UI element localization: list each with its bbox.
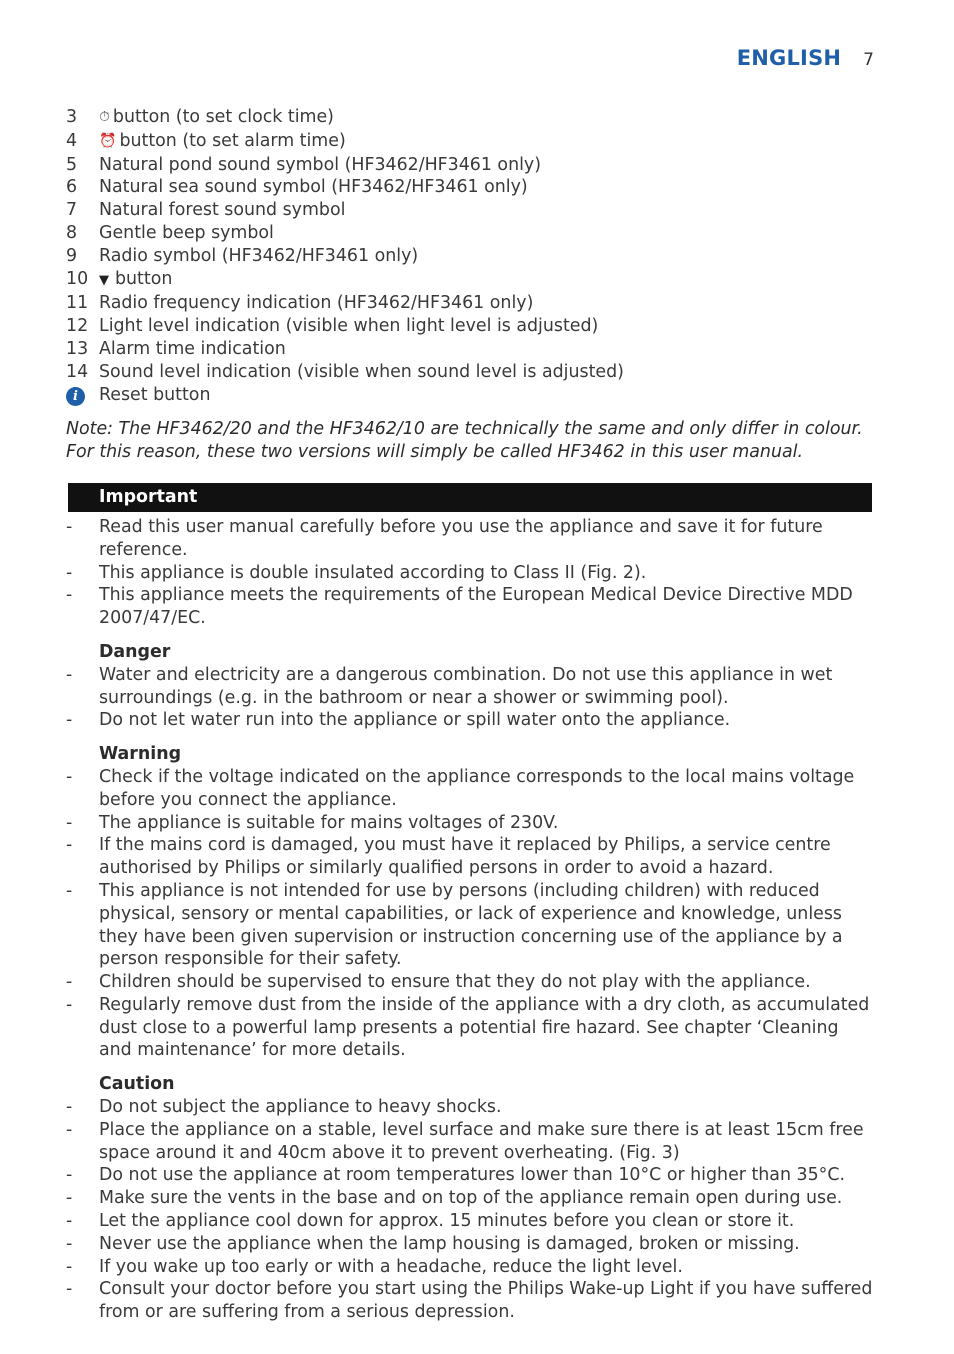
bullet-item — [66, 766, 876, 812]
component-item — [66, 315, 876, 338]
bullet-dash: - — [66, 1211, 73, 1232]
bullet-dash: - — [66, 1097, 73, 1118]
component-number: 13 — [66, 338, 89, 359]
component-text: Natural sea sound symbol (HF3462/HF3461 only) — [99, 177, 528, 198]
bullet-item — [66, 1210, 876, 1233]
bullet-text: If the mains cord is damaged, you must have it replaced by Philips, a service centre authorised by Philips or similarly qualified persons in order to avoid a hazard. — [99, 835, 831, 879]
warning-heading: Warning — [99, 744, 182, 765]
bullet-dash: - — [66, 562, 73, 583]
bullet-item — [66, 664, 876, 710]
component-item — [66, 292, 876, 315]
bullet-dash: - — [66, 1256, 73, 1277]
bullet-text: Do not use the appliance at room temperatures lower than 10°C or higher than 35°C. — [99, 1165, 845, 1186]
bullet-item — [66, 516, 876, 562]
bullet-item — [66, 1187, 876, 1210]
bullet-dash: - — [66, 1188, 73, 1209]
component-text: Natural forest sound symbol — [99, 200, 346, 221]
bullet-text: This appliance meets the requirements of the European Medical Device Directive MDD 2007/47/EC. — [99, 585, 853, 629]
bullet-text: Consult your doctor before you start using the Philips Wake-up Light if you have suffered from or are suffering from a serious depression. — [99, 1279, 873, 1323]
bullet-text: Do not subject the appliance to heavy shocks. — [99, 1097, 502, 1118]
component-text: ⏰ button (to set alarm time) — [99, 130, 346, 151]
bullet-item — [66, 1233, 876, 1256]
component-item — [66, 199, 876, 222]
bullet-text: Never use the appliance when the lamp housing is damaged, broken or missing. — [99, 1233, 800, 1254]
bullet-text: Let the appliance cool down for approx. 15 minutes before you clean or store it. — [99, 1211, 795, 1232]
bullet-dash: - — [66, 766, 73, 787]
component-item — [66, 384, 876, 407]
bullet-text: The appliance is suitable for mains voltages of 230V. — [99, 812, 559, 833]
bullet-item — [66, 1119, 876, 1165]
bullet-dash: - — [66, 664, 73, 685]
component-text: Radio symbol (HF3462/HF3461 only) — [99, 245, 419, 266]
page-number: 7 — [863, 50, 874, 70]
bullet-item — [66, 1256, 876, 1279]
component-number: 4 — [66, 130, 78, 151]
bullet-dash: - — [66, 994, 73, 1015]
alarm-icon: ⏰ — [99, 132, 117, 149]
bullet-text: Read this user manual carefully before you use the appliance and save it for future reference. — [99, 516, 823, 560]
bullet-item — [66, 1096, 876, 1119]
bullet-item — [66, 880, 876, 971]
bullet-item — [66, 709, 876, 732]
bullet-dash: - — [66, 516, 73, 537]
component-text: ▼ button — [99, 268, 173, 289]
component-item — [66, 222, 876, 245]
document-body — [66, 106, 876, 1324]
component-number: 10 — [66, 268, 89, 289]
bullet-text: Regularly remove dust from the inside of the appliance with a dry cloth, as accumulated dust close to a powerful lamp presents a potential fire hazard. See chapter ‘Cleaning and maintenance’ for more details. — [99, 994, 870, 1061]
bullet-text: Do not let water run into the appliance or spill water onto the appliance. — [99, 710, 731, 731]
bullet-dash: - — [66, 1119, 73, 1140]
component-text: ⏱ button (to set clock time) — [99, 107, 334, 127]
section-header-important: Important — [68, 483, 872, 512]
language-label: ENGLISH — [736, 46, 842, 70]
bullet-item — [66, 994, 876, 1062]
component-text: Light level indication (visible when light level is adjusted) — [99, 316, 599, 337]
down-triangle-icon: ▼ — [99, 272, 109, 288]
bullet-dash: - — [66, 1279, 73, 1300]
page-header — [737, 46, 874, 70]
bullet-dash: - — [66, 1165, 73, 1186]
info-badge-icon: i — [66, 387, 85, 406]
component-item — [66, 268, 876, 293]
component-item — [66, 361, 876, 384]
caution-list — [66, 1096, 876, 1324]
component-number: 3 — [66, 107, 78, 127]
component-number: 11 — [66, 293, 89, 314]
component-number: 8 — [66, 222, 78, 243]
note-text: Note: The HF3462/20 and the HF3462/10 are technically the same and only differ in colour. For this reason, these two versions will simply be called HF3462 in this user manual. — [66, 419, 863, 463]
bullet-dash: - — [66, 710, 73, 731]
bullet-item — [66, 1278, 876, 1324]
bullet-item — [66, 1164, 876, 1187]
bullet-item — [66, 971, 876, 994]
bullet-dash: - — [66, 585, 73, 606]
bullet-dash: - — [66, 812, 73, 833]
component-text: Gentle beep symbol — [99, 222, 274, 243]
component-text: Alarm time indication — [99, 338, 286, 359]
bullet-text: Check if the voltage indicated on the appliance corresponds to the local mains voltage before you connect the appliance. — [99, 766, 855, 810]
component-text: Radio frequency indication (HF3462/HF3461 only) — [99, 293, 534, 314]
component-item — [66, 176, 876, 199]
bullet-item — [66, 834, 876, 880]
component-text: Sound level indication (visible when sound level is adjusted) — [99, 361, 624, 382]
component-number: 6 — [66, 177, 78, 198]
caution-heading: Caution — [99, 1074, 175, 1095]
bullet-text: If you wake up too early or with a headache, reduce the light level. — [99, 1256, 683, 1277]
component-number: 5 — [66, 154, 78, 175]
danger-list — [66, 664, 876, 732]
bullet-text: This appliance is not intended for use by persons (including children) with reduced physical, sensory or mental capabilities, or lack of experience and knowledge, unless they have been given supervision or instruction concerning use of the appliance by a person responsible for their safety. — [99, 880, 843, 970]
clock-icon: ⏱ — [99, 109, 110, 125]
component-item — [66, 106, 876, 130]
component-text: Reset button — [99, 384, 211, 405]
component-number: 9 — [66, 245, 78, 266]
component-number: 14 — [66, 361, 89, 382]
bullet-dash: - — [66, 880, 73, 901]
bullet-text: Make sure the vents in the base and on top of the appliance remain open during use. — [99, 1188, 843, 1209]
component-number: 7 — [66, 200, 78, 221]
component-item — [66, 130, 876, 154]
component-item — [66, 245, 876, 268]
bullet-text: Children should be supervised to ensure that they do not play with the appliance. — [99, 972, 811, 993]
danger-heading: Danger — [99, 641, 171, 662]
bullet-text: Water and electricity are a dangerous combination. Do not use this appliance in wet surroundings (e.g. in the bathroom or near a shower or swimming pool). — [99, 664, 833, 708]
bullet-dash: - — [66, 835, 73, 856]
components-list — [66, 106, 876, 406]
component-number: 12 — [66, 316, 89, 337]
bullet-item — [66, 562, 876, 585]
component-number — [66, 384, 99, 407]
warning-list — [66, 766, 876, 1062]
bullet-text: Place the appliance on a stable, level surface and make sure there is at least 15cm free space around it and 40cm above it to prevent overheating. (Fig. 3) — [99, 1119, 864, 1163]
bullet-item — [66, 812, 876, 835]
component-item — [66, 338, 876, 361]
component-item — [66, 154, 876, 177]
bullet-text: This appliance is double insulated according to Class II (Fig. 2). — [99, 562, 647, 583]
bullet-item — [66, 584, 876, 630]
bullet-dash: - — [66, 1233, 73, 1254]
important-list — [66, 516, 876, 630]
component-text: Natural pond sound symbol (HF3462/HF3461 only) — [99, 154, 542, 175]
bullet-dash: - — [66, 972, 73, 993]
